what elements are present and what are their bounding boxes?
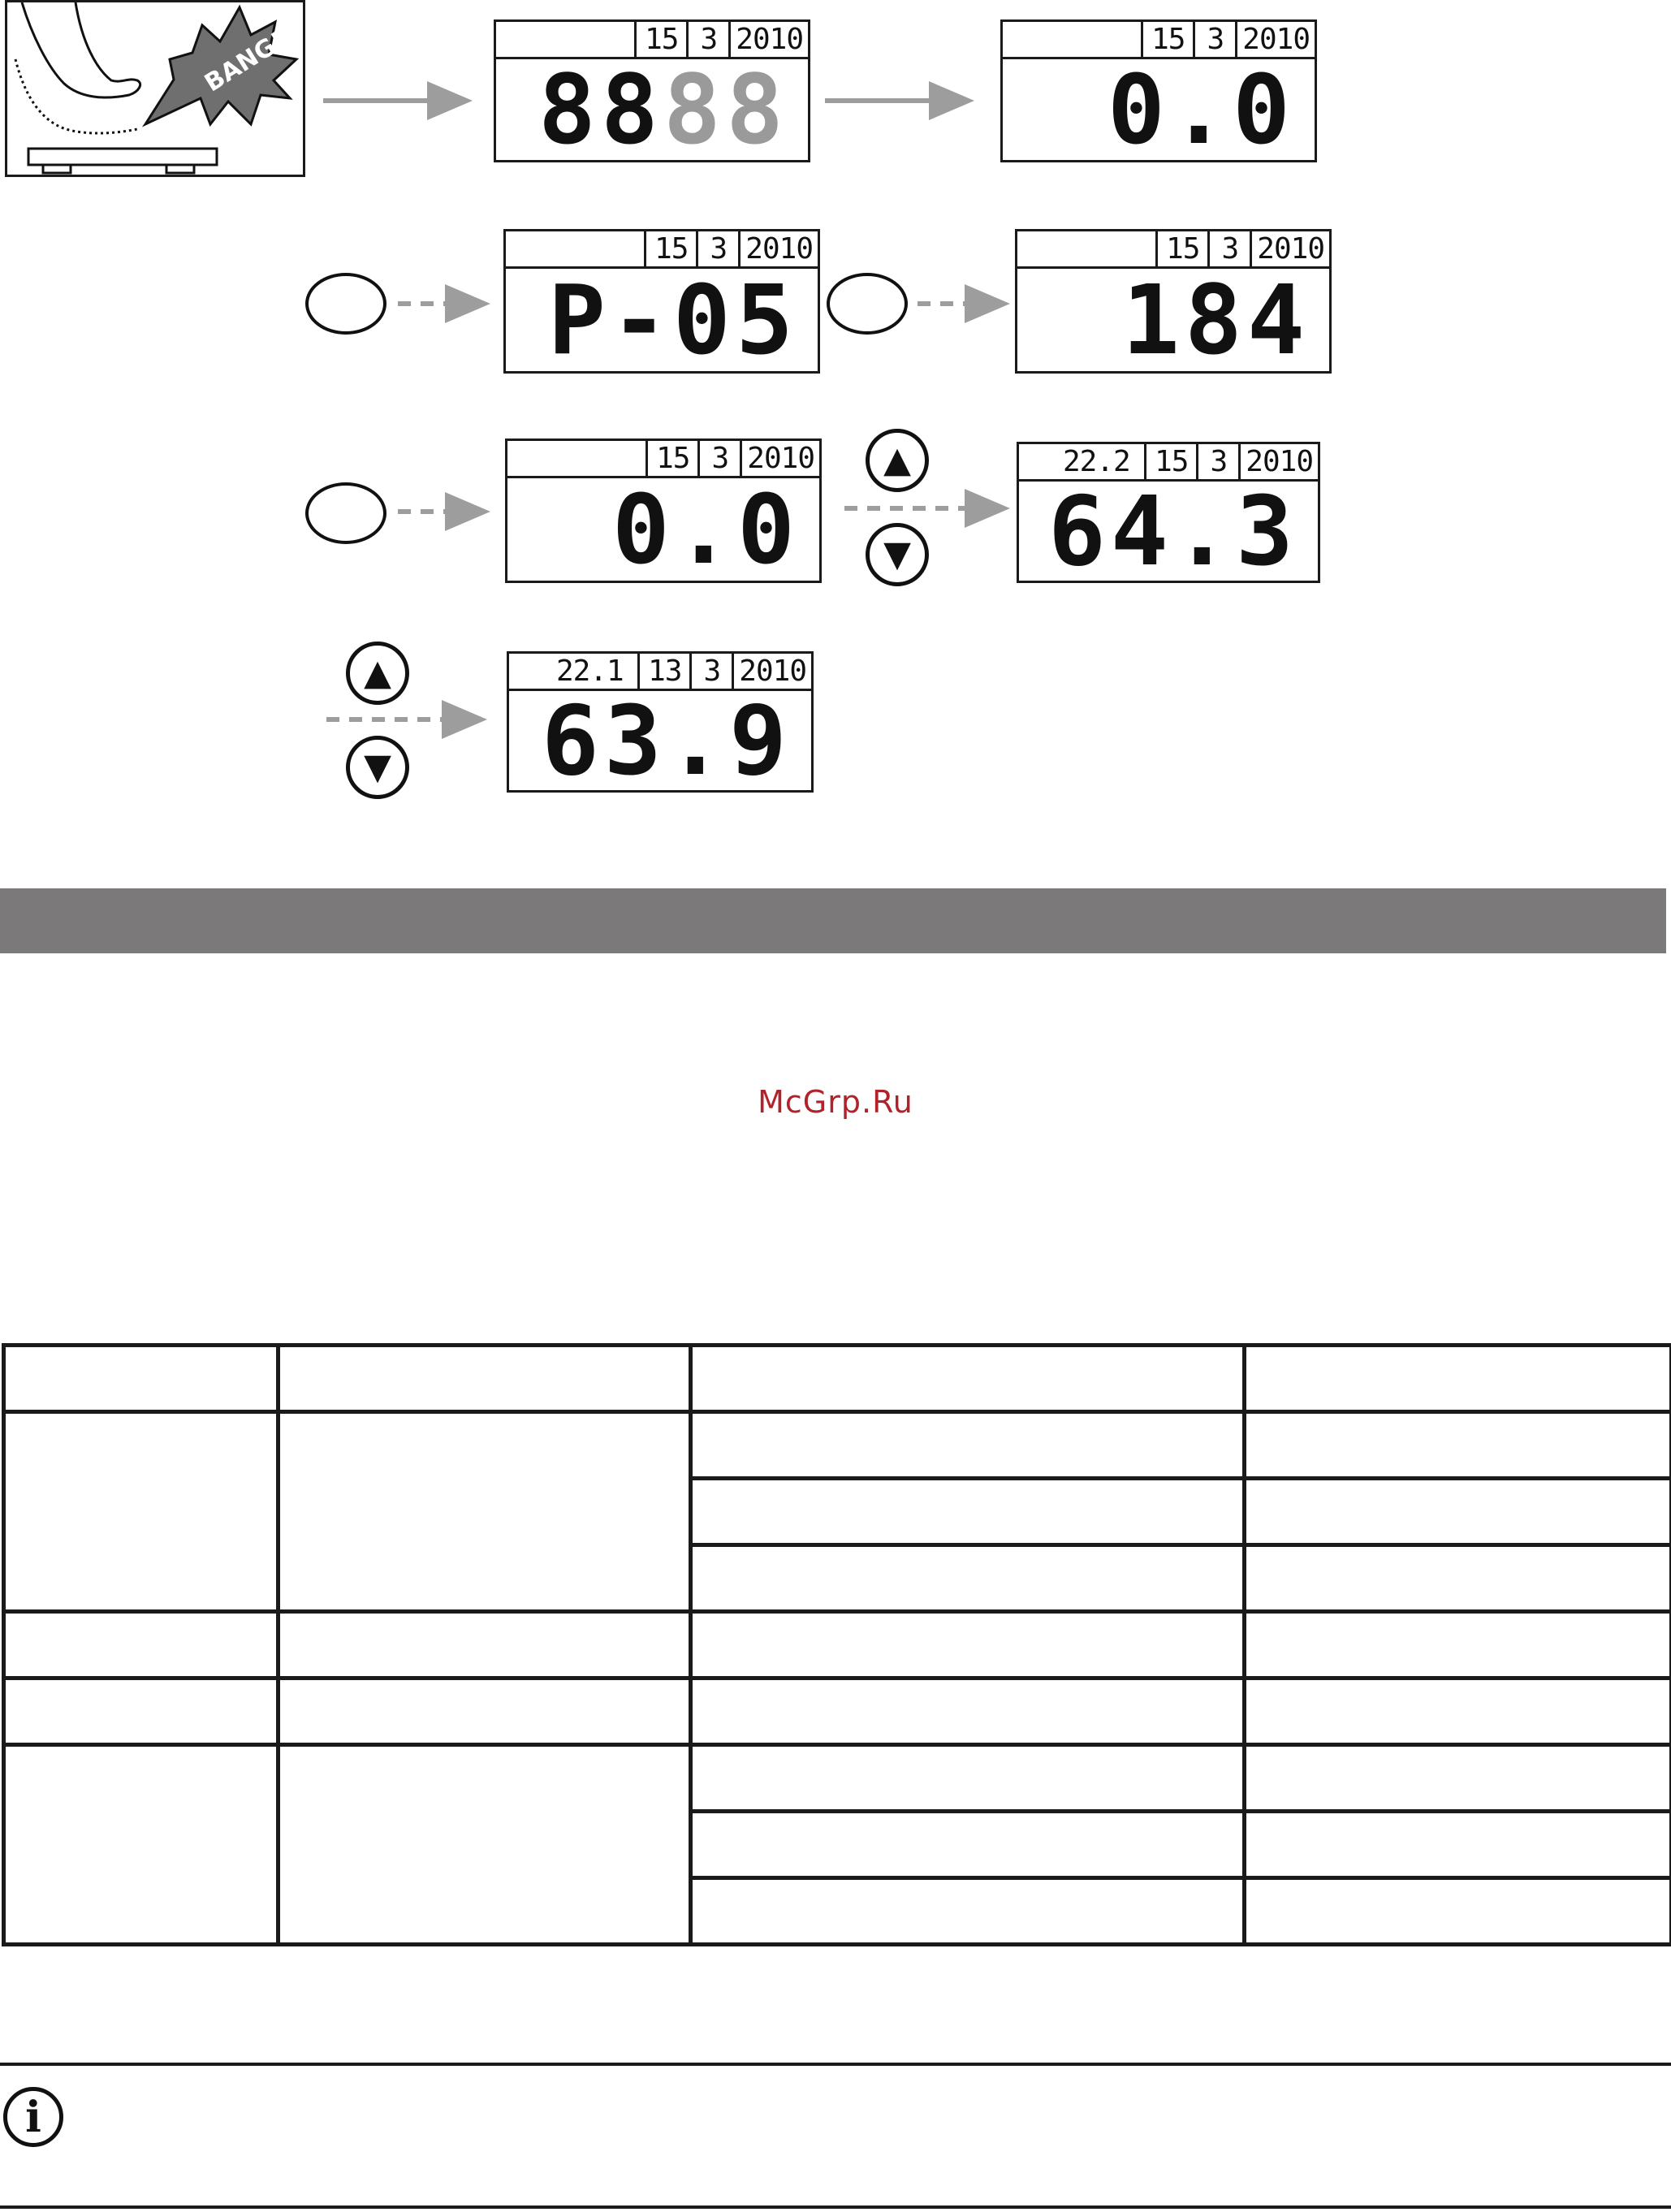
table-header-row bbox=[4, 1346, 1671, 1412]
table-row bbox=[4, 1412, 1671, 1479]
lcd-value: 0.0 bbox=[611, 473, 800, 585]
lcd-value: 0.0 bbox=[1107, 54, 1295, 166]
lcd-day: 15 bbox=[1155, 231, 1207, 266]
table-cell bbox=[1245, 1346, 1671, 1412]
dashed-arrow-icon bbox=[844, 484, 1012, 533]
lcd-display-zero bbox=[1000, 19, 1317, 166]
down-button[interactable] bbox=[866, 523, 929, 586]
lcd-value-dim: 88 bbox=[663, 54, 788, 166]
lcd-value: 184 bbox=[1121, 264, 1310, 376]
table-cell bbox=[691, 1412, 1245, 1479]
table-cell bbox=[1245, 1479, 1671, 1545]
table-cell bbox=[1245, 1412, 1671, 1479]
table-cell bbox=[4, 1678, 278, 1745]
section-header-bar bbox=[0, 888, 1666, 953]
down-triangle-icon: ▼ bbox=[364, 746, 391, 788]
table-cell bbox=[4, 1346, 278, 1412]
table-cell bbox=[691, 1479, 1245, 1545]
lcd-year: 2010 bbox=[738, 231, 818, 266]
dashed-arrow-icon bbox=[398, 487, 492, 536]
lcd-year: 2010 bbox=[1238, 444, 1318, 479]
lcd-month: 3 bbox=[696, 231, 738, 266]
table-cell bbox=[691, 1545, 1245, 1612]
lcd-year: 2010 bbox=[728, 22, 808, 57]
lcd-display-power-on bbox=[494, 19, 810, 166]
lcd-value-bright: 88 bbox=[538, 54, 663, 166]
note-bottom-rule bbox=[0, 2206, 1671, 2209]
lcd-value: 64.3 bbox=[1047, 475, 1298, 587]
arrow-right-icon bbox=[825, 76, 976, 125]
table-cell bbox=[691, 1678, 1245, 1745]
table-cell bbox=[278, 1412, 691, 1612]
up-triangle-icon: ▲ bbox=[883, 439, 911, 481]
down-triangle-icon: ▼ bbox=[883, 534, 911, 575]
dashed-arrow-icon bbox=[918, 279, 1012, 328]
lcd-day: 15 bbox=[1144, 444, 1196, 479]
table-cell bbox=[1245, 1745, 1671, 1812]
table-cell bbox=[1245, 1612, 1671, 1678]
lcd-value: 63.9 bbox=[541, 685, 792, 797]
lcd-display-height bbox=[1015, 229, 1332, 374]
lcd-month: 3 bbox=[1207, 231, 1250, 266]
table-cell bbox=[691, 1812, 1245, 1878]
up-triangle-icon: ▲ bbox=[364, 652, 391, 693]
lcd-month: 3 bbox=[1193, 22, 1235, 57]
table-row bbox=[4, 1612, 1671, 1678]
table-cell bbox=[278, 1678, 691, 1745]
down-button[interactable] bbox=[346, 736, 409, 799]
lcd-year: 2010 bbox=[1235, 22, 1315, 57]
lcd-day: 15 bbox=[646, 441, 697, 476]
lcd-value: P-05 bbox=[547, 264, 798, 376]
lcd-day: 15 bbox=[634, 22, 686, 57]
table-cell bbox=[1245, 1678, 1671, 1745]
dashed-arrow-icon bbox=[326, 695, 489, 744]
table-cell bbox=[278, 1612, 691, 1678]
lcd-display-profile bbox=[503, 229, 820, 374]
lcd-display-weight bbox=[507, 651, 814, 797]
bang-label: BANG! bbox=[200, 26, 291, 98]
table-cell bbox=[691, 1612, 1245, 1678]
table-cell bbox=[691, 1745, 1245, 1812]
lcd-month: 3 bbox=[686, 22, 728, 57]
table-row bbox=[4, 1678, 1671, 1745]
table-cell bbox=[278, 1346, 691, 1412]
lcd-day: 15 bbox=[1141, 22, 1193, 57]
lcd-display-zero bbox=[505, 439, 822, 583]
table-cell bbox=[691, 1346, 1245, 1412]
lcd-display-weight bbox=[1017, 442, 1320, 587]
lcd-month: 3 bbox=[1196, 444, 1238, 479]
lcd-bmi: 22.1 bbox=[555, 655, 624, 688]
lcd-value bbox=[496, 54, 788, 166]
table-cell bbox=[4, 1412, 278, 1612]
info-icon-glyph: i bbox=[25, 2092, 41, 2142]
set-button[interactable] bbox=[827, 273, 908, 335]
lcd-month: 3 bbox=[689, 654, 732, 689]
set-button[interactable] bbox=[305, 482, 386, 544]
table-cell bbox=[4, 1612, 278, 1678]
lcd-bmi: 22.2 bbox=[1062, 445, 1130, 478]
lcd-year: 2010 bbox=[732, 654, 811, 689]
spec-table bbox=[2, 1343, 1671, 1946]
lcd-year: 2010 bbox=[1250, 231, 1329, 266]
table-cell bbox=[4, 1745, 278, 1945]
lcd-day: 15 bbox=[644, 231, 696, 266]
foot-tap-illustration bbox=[5, 0, 305, 177]
table-cell bbox=[691, 1878, 1245, 1945]
foot-on-scale-icon bbox=[7, 2, 303, 175]
watermark: McGrp.Ru bbox=[758, 1084, 913, 1120]
lcd-year: 2010 bbox=[740, 441, 819, 476]
up-button[interactable] bbox=[866, 429, 929, 492]
table-row bbox=[4, 1745, 1671, 1812]
table-cell bbox=[1245, 1878, 1671, 1945]
note-top-rule bbox=[0, 2063, 1671, 2066]
dashed-arrow-icon bbox=[398, 279, 492, 328]
lcd-month: 3 bbox=[697, 441, 740, 476]
set-button[interactable] bbox=[305, 273, 386, 335]
table-cell bbox=[278, 1745, 691, 1945]
lcd-day: 13 bbox=[637, 654, 689, 689]
table-cell bbox=[1245, 1545, 1671, 1612]
info-icon bbox=[3, 2087, 63, 2147]
arrow-right-icon bbox=[323, 76, 474, 125]
table-cell bbox=[1245, 1812, 1671, 1878]
